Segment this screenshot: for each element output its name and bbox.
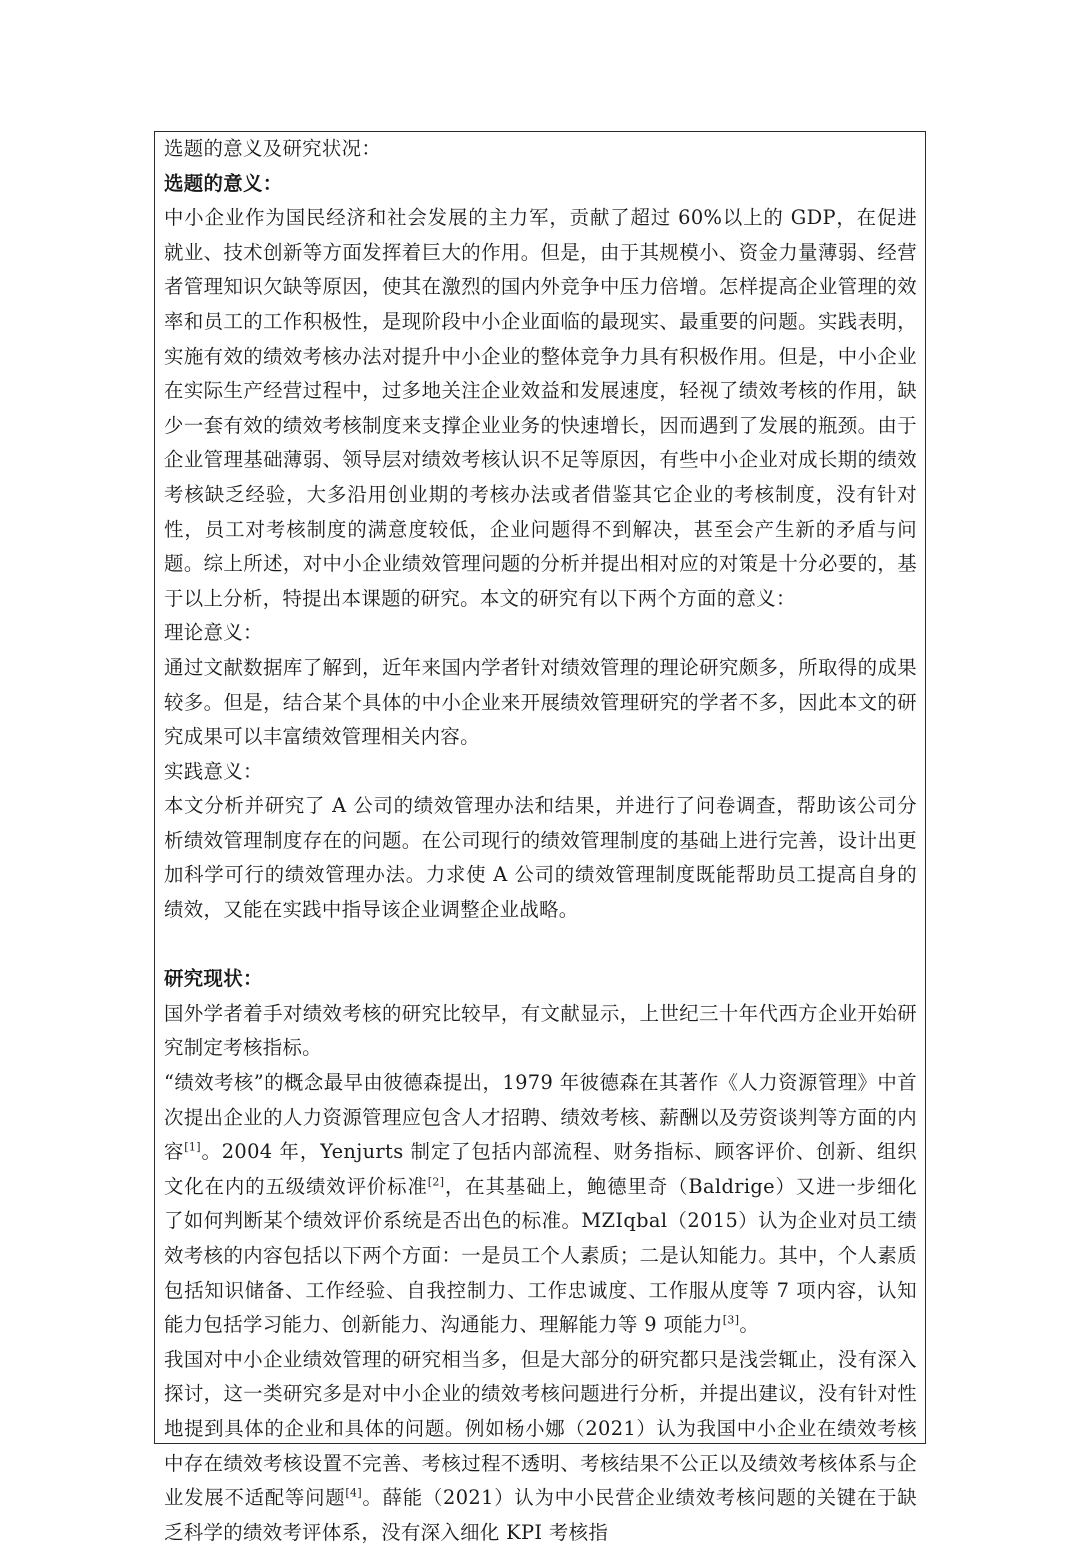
status-paragraph-2 [164, 1066, 917, 1343]
status-paragraph-1: 国外学者着手对绩效考核的研究比较早，有文献显示，上世纪三十年代西方企业开始研究制定考核指标。 [164, 1001, 917, 1060]
status-paragraph-3-text-b: 。薛能（2021）认为中小民营企业绩效考核问题的关键在于缺乏科学的绩效考评体系，没有深入细化 KPI 考核指 [164, 1486, 917, 1544]
citation-3: [3] [722, 1313, 740, 1327]
citation-4: [4] [345, 1486, 363, 1500]
theory-paragraph: 通过文献数据库了解到，近年来国内学者针对绩效管理的理论研究颇多，所取得的成果较多。但是，结合某个具体的中小企业来开展绩效管理研究的学者不多，因此本文的研究成果可以丰富绩效管理相关内容。 [164, 655, 917, 749]
theory-heading: 理论意义： [164, 621, 263, 645]
practice-heading: 实践意义： [164, 759, 263, 783]
significance-paragraph: 中小企业作为国民经济和社会发展的主力军，贡献了超过 60%以上的 GDP，在促进就业、技术创新等方面发挥着巨大的作用。但是，由于其规模小、资金力量薄弱、经营者管理知识欠缺等原因，使其在激烈的国内外竞争中压力倍增。怎样提高企业管理的效率和员工的工作积极性，是现阶段中小企业面临的最现实、最重要的问题。实践表明，实施有效的绩效考核办法对提升中小企业的整体竞争力具有积极作用。但是，中小企业在实际生产经营过程中，过多地关注企业效益和发展速度，轻视了绩效考核的作用，缺少一套有效的绩效考核制度来支撑企业业务的快速增长，因而遇到了发展的瓶颈。由于企业管理基础薄弱、领导层对绩效考核认识不足等原因，有些中小企业对成长期的绩效考核缺乏经验，大多沿用创业期的考核办法或者借鉴其它企业的考核制度，没有针对性，员工对考核制度的满意度较低，企业问题得不到解决，甚至会产生新的矛盾与问题。综上所述，对中小企业绩效管理问题的分析并提出相对应的对策是十分必要的，基于以上分析，特提出本课题的研究。本文的研究有以下两个方面的意义： [164, 206, 917, 610]
status-paragraph-3-text-a: 我国对中小企业绩效管理的研究相当多，但是大部分的研究都只是浅尝辄止，没有深入探讨，这一类研究多是对中小企业的绩效考核问题进行分析，并提出建议，没有针对性地提到具体的企业和具体的问题。例如杨小娜（2021）认为我国中小企业在绩效考核中存在绩效考核设置不完善、考核过程不透明、考核结果不公正以及绩效考核体系与企业发展不适配等问题 [164, 1347, 917, 1510]
blank-line [164, 928, 917, 963]
status-paragraph-2-text-d: 。 [739, 1313, 760, 1337]
citation-1: [1] [184, 1140, 201, 1154]
status-heading: 研究现状： [164, 967, 263, 991]
significance-heading: 选题的意义： [164, 171, 283, 195]
citation-2: [2] [427, 1175, 445, 1189]
section-header: 选题的意义及研究状况： [164, 137, 382, 160]
practice-paragraph: 本文分析并研究了 A 公司的绩效管理办法和结果，并进行了问卷调查，帮助该公司分析绩效管理制度存在的问题。在公司现行的绩效管理制度的基础上进行完善，设计出更加科学可行的绩效管理办法。力求使 A 公司的绩效管理制度既能帮助员工提高自身的绩效，又能在实践中指导该企业调整企业战略。 [164, 794, 917, 922]
status-paragraph-2-text-c: ，在其基础上，鲍德里奇（Baldrige）又进一步细化了如何判断某个绩效评价系统是否出色的标准。MZIqbal（2015）认为企业对员工绩效考核的内容包括以下两个方面：一是员工个人素质；二是认知能力。其中，个人素质包括知识储备、工作经验、自我控制力、工作忠诚度、工作服从度等 7 项内容，认知能力包括学习能力、创新能力、沟通能力、理解能力等 9 项能力 [164, 1174, 917, 1337]
document-frame [154, 131, 926, 1544]
status-paragraph-3 [164, 1343, 917, 1550]
document-body [155, 132, 925, 1550]
status-paragraph-2-text-a: “绩效考核”的概念最早由彼德森提出，1979 年彼德森在其著作《人力资源管理》中首次提出企业的人力资源管理应包含人才招聘、绩效考核、薪酬以及劳资谈判等方面的内容 [164, 1071, 917, 1164]
status-paragraph-2-text-b: 。2004 年，Yenjurts 制定了包括内部流程、财务指标、顾客评价、创新、组织文化在内的五级绩效评价标准 [164, 1140, 917, 1198]
